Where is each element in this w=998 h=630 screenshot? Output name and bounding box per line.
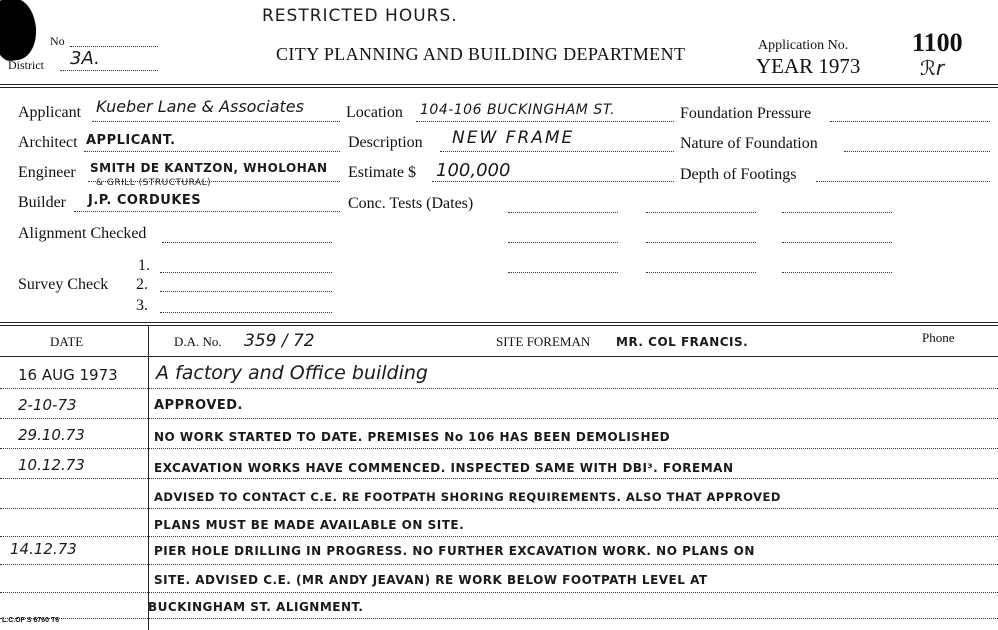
da-no-label: D.A. No. [174,334,222,349]
location-value: 104-106 BUCKINGHAM ST. [420,102,616,118]
log-text: NO WORK STARTED TO DATE. PREMISES No 106 HAS BEEN DEMOLISHED [154,430,671,444]
initials-mark: ℛr [920,56,945,80]
print-code: L.C.OF S 6760 T6 [2,617,60,624]
applicant-value: Kueber Lane & Associates [96,97,304,116]
foundation-pressure-label: Foundation Pressure [680,105,812,122]
architect-value: APPLICANT. [86,133,176,148]
engineer-label: Engineer [18,164,76,181]
log-text: SITE. ADVISED C.E. (MR ANDY JEAVAN) RE WORK BELOW FOOTPATH LEVEL AT [154,573,708,587]
top-note: RESTRICTED HOURS. [262,6,458,26]
builder-value: J.P. CORDUKES [88,193,202,208]
application-no-value: 1100 [912,28,963,57]
log-text: BUCKINGHAM ST. ALIGNMENT. [148,600,364,614]
description-label: Description [348,134,423,151]
survey-1: 1. [138,257,150,274]
log-text: EXCAVATION WORKS HAVE COMMENCED. INSPECTED SAME WITH DBI³. FOREMAN [154,461,734,475]
site-foreman-label: SITE FOREMAN [496,334,591,349]
survey-3: 3. [136,297,148,314]
conc-tests-label: Conc. Tests (Dates) [348,195,474,212]
builder-label: Builder [18,194,66,211]
phone-label: Phone [922,330,955,345]
log-date: 2-10-73 [18,396,77,414]
year-label: YEAR 1973 [756,54,861,78]
log-text: PLANS MUST BE MADE AVAILABLE ON SITE. [154,518,465,532]
log-text: ADVISED TO CONTACT C.E. RE FOOTPATH SHORING REQUIREMENTS. ALSO THAT APPROVED [154,490,781,504]
survey-label: Survey Check [18,276,109,293]
survey-2: 2. [136,276,148,293]
ink-blot [0,0,40,63]
nature-foundation-label: Nature of Foundation [680,135,818,152]
estimate-value: 100,000 [436,160,511,181]
department-title: CITY PLANNING AND BUILDING DEPARTMENT [276,44,686,64]
log-date: 10.12.73 [18,456,85,474]
log-date: 16 AUG 1973 [18,366,118,384]
description-value: NEW FRAME [452,128,575,148]
location-label: Location [346,104,403,121]
engineer-value: SMITH DE KANTZON, WHOLOHAN [90,161,328,175]
da-no-value: 359 / 72 [244,331,315,351]
log-text: APPROVED. [154,398,243,413]
log-text: A factory and Office building [156,362,428,384]
estimate-label: Estimate $ [348,164,416,181]
no-label: No [50,34,65,48]
depth-footings-label: Depth of Footings [680,166,797,183]
architect-label: Architect [18,134,78,151]
log-date: 29.10.73 [18,426,85,444]
engineer-value-2: & GRILL (STRUCTURAL) [96,178,212,188]
site-foreman-value: MR. COL FRANCIS. [616,335,749,349]
date-header: DATE [50,334,84,349]
district-value: 3A. [70,48,100,69]
alignment-label: Alignment Checked [18,225,147,242]
log-text: PIER HOLE DRILLING IN PROGRESS. NO FURTHER EXCAVATION WORK. NO PLANS ON [154,544,755,558]
log-date: 14.12.73 [10,540,77,558]
district-label: District [8,58,44,72]
application-no-label: Application No. [758,38,849,53]
applicant-label: Applicant [18,104,82,121]
